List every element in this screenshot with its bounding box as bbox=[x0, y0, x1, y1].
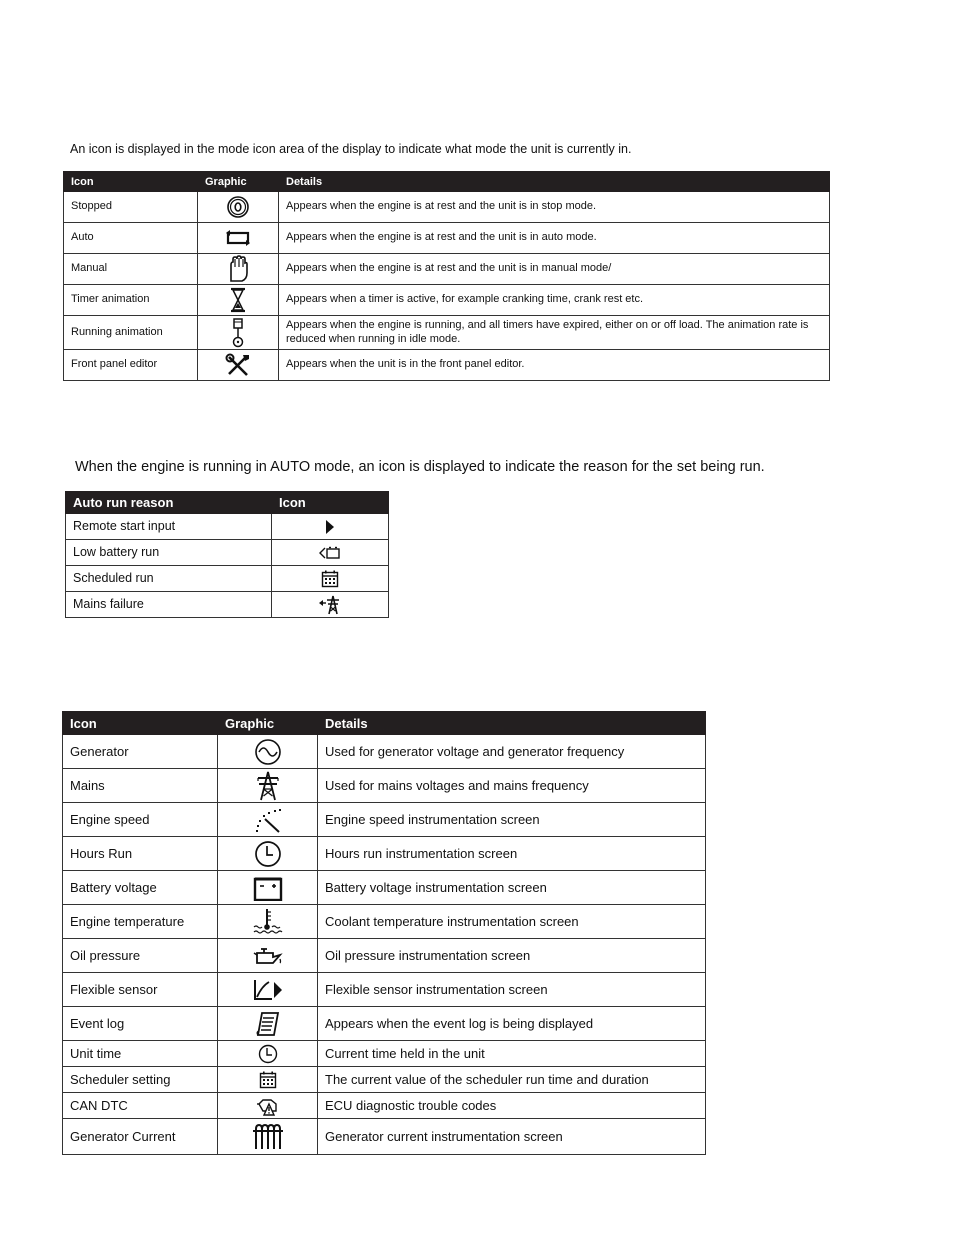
icon-cell bbox=[272, 540, 389, 566]
icon-name-cell: Mains bbox=[63, 769, 218, 803]
details-cell: Oil pressure instrumentation screen bbox=[318, 939, 706, 973]
calendar-icon bbox=[259, 1071, 277, 1089]
table-row bbox=[64, 350, 830, 381]
table-row bbox=[63, 905, 706, 939]
table-row bbox=[63, 1093, 706, 1119]
details-cell: Battery voltage instrumentation screen bbox=[318, 871, 706, 905]
clock-icon bbox=[258, 1044, 278, 1064]
column-header: Details bbox=[318, 712, 706, 735]
stop-mode-icon bbox=[226, 195, 250, 219]
graphic-cell bbox=[218, 905, 318, 939]
table-row bbox=[66, 514, 389, 540]
column-header: Graphic bbox=[218, 712, 318, 735]
graphic-cell bbox=[218, 803, 318, 837]
icon-name-cell: CAN DTC bbox=[63, 1093, 218, 1119]
details-cell: Appears when the unit is in the front panel editor. bbox=[279, 350, 830, 381]
icon-name-cell: Event log bbox=[63, 1007, 218, 1041]
reason-cell: Remote start input bbox=[66, 514, 272, 540]
graphic-cell bbox=[198, 285, 279, 316]
icon-name-cell: Engine temperature bbox=[63, 905, 218, 939]
details-cell: Current time held in the unit bbox=[318, 1041, 706, 1067]
table-row bbox=[63, 871, 706, 905]
icon-name-cell: Scheduler setting bbox=[63, 1067, 218, 1093]
engine-warning-icon bbox=[256, 1095, 280, 1117]
table-row bbox=[63, 973, 706, 1007]
graphic-cell bbox=[198, 350, 279, 381]
pylon-icon bbox=[255, 771, 281, 801]
icon-name-cell: Oil pressure bbox=[63, 939, 218, 973]
table-row bbox=[63, 769, 706, 803]
details-cell: Appears when the engine is running, and all timers have expired, either on or off load. The animation rate is reduced when running in idle mode. bbox=[279, 316, 830, 350]
column-header: Details bbox=[279, 172, 830, 192]
table-row bbox=[64, 223, 830, 254]
hand-icon bbox=[226, 255, 250, 283]
graphic-cell bbox=[198, 254, 279, 285]
hourglass-icon bbox=[228, 287, 248, 313]
icon-name-cell: Flexible sensor bbox=[63, 973, 218, 1007]
mode-icon-table bbox=[63, 171, 830, 381]
graphic-cell bbox=[218, 939, 318, 973]
play-arrow-icon bbox=[324, 519, 336, 535]
icon-cell bbox=[272, 566, 389, 592]
details-cell: Used for mains voltages and mains frequency bbox=[318, 769, 706, 803]
icon-name-cell: Running animation bbox=[64, 316, 198, 350]
battery-icon bbox=[253, 875, 283, 901]
graphic-cell bbox=[198, 316, 279, 350]
clock-icon bbox=[254, 840, 282, 868]
table-row bbox=[63, 1007, 706, 1041]
table-header-row bbox=[64, 172, 830, 192]
reason-cell: Scheduled run bbox=[66, 566, 272, 592]
speed-gauge-icon bbox=[253, 806, 283, 834]
tools-icon bbox=[225, 353, 251, 377]
graphic-cell bbox=[218, 1119, 318, 1155]
flexible-sensor-icon bbox=[252, 978, 284, 1002]
instrumentation-icon-table bbox=[62, 711, 706, 1155]
icon-name-cell: Unit time bbox=[63, 1041, 218, 1067]
table-row bbox=[64, 316, 830, 350]
graphic-cell bbox=[218, 871, 318, 905]
details-cell: Appears when the engine is at rest and the unit is in stop mode. bbox=[279, 192, 830, 223]
table-row bbox=[66, 592, 389, 618]
table-row bbox=[64, 192, 830, 223]
coolant-temp-icon bbox=[252, 907, 284, 937]
mains-failure-icon bbox=[318, 595, 342, 615]
details-cell: Hours run instrumentation screen bbox=[318, 837, 706, 871]
table-row bbox=[63, 803, 706, 837]
table-row bbox=[66, 566, 389, 592]
calendar-icon bbox=[321, 570, 339, 588]
auto-run-reason-table bbox=[65, 491, 389, 618]
column-header: Auto run reason bbox=[66, 492, 272, 514]
details-cell: ECU diagnostic trouble codes bbox=[318, 1093, 706, 1119]
icon-name-cell: Generator bbox=[63, 735, 218, 769]
event-log-icon bbox=[255, 1010, 281, 1038]
details-cell: Flexible sensor instrumentation screen bbox=[318, 973, 706, 1007]
details-cell: Appears when a timer is active, for example cranking time, crank rest etc. bbox=[279, 285, 830, 316]
icon-name-cell: Stopped bbox=[64, 192, 198, 223]
column-header: Graphic bbox=[198, 172, 279, 192]
table-row bbox=[64, 285, 830, 316]
icon-name-cell: Engine speed bbox=[63, 803, 218, 837]
details-cell: Generator current instrumentation screen bbox=[318, 1119, 706, 1155]
icon-name-cell: Battery voltage bbox=[63, 871, 218, 905]
details-cell: The current value of the scheduler run time and duration bbox=[318, 1067, 706, 1093]
icon-cell bbox=[272, 592, 389, 618]
table-row bbox=[63, 1041, 706, 1067]
graphic-cell bbox=[218, 735, 318, 769]
details-cell: Appears when the engine is at rest and the unit is in manual mode/ bbox=[279, 254, 830, 285]
table-row bbox=[66, 540, 389, 566]
graphic-cell bbox=[218, 1067, 318, 1093]
graphic-cell bbox=[218, 1007, 318, 1041]
details-cell: Appears when the engine is at rest and the unit is in auto mode. bbox=[279, 223, 830, 254]
column-header: Icon bbox=[64, 172, 198, 192]
icon-name-cell: Auto bbox=[64, 223, 198, 254]
auto-mode-icon bbox=[225, 228, 251, 248]
graphic-cell bbox=[218, 1041, 318, 1067]
column-header: Icon bbox=[63, 712, 218, 735]
graphic-cell bbox=[218, 837, 318, 871]
table-row bbox=[63, 735, 706, 769]
mode-intro-text: An icon is displayed in the mode icon area of the display to indicate what mode the unit is currently in. bbox=[70, 142, 632, 156]
table-row bbox=[63, 1119, 706, 1155]
graphic-cell bbox=[198, 192, 279, 223]
table-header-row bbox=[63, 712, 706, 735]
details-cell: Engine speed instrumentation screen bbox=[318, 803, 706, 837]
details-cell: Used for generator voltage and generator frequency bbox=[318, 735, 706, 769]
auto-intro-text: When the engine is running in AUTO mode, an icon is displayed to indicate the reason for the set being run. bbox=[75, 459, 765, 475]
table-row bbox=[63, 1067, 706, 1093]
reason-cell: Mains failure bbox=[66, 592, 272, 618]
graphic-cell bbox=[218, 973, 318, 1007]
piston-icon bbox=[229, 318, 247, 348]
table-row bbox=[63, 837, 706, 871]
table-row bbox=[63, 939, 706, 973]
graphic-cell bbox=[218, 769, 318, 803]
icon-name-cell: Manual bbox=[64, 254, 198, 285]
current-coil-icon bbox=[252, 1123, 284, 1151]
details-cell: Appears when the event log is being displayed bbox=[318, 1007, 706, 1041]
icon-name-cell: Timer animation bbox=[64, 285, 198, 316]
low-battery-icon bbox=[319, 546, 341, 560]
sine-wave-icon bbox=[254, 738, 282, 766]
table-header-row bbox=[66, 492, 389, 514]
graphic-cell bbox=[198, 223, 279, 254]
icon-name-cell: Hours Run bbox=[63, 837, 218, 871]
reason-cell: Low battery run bbox=[66, 540, 272, 566]
column-header: Icon bbox=[272, 492, 389, 514]
icon-cell bbox=[272, 514, 389, 540]
details-cell: Coolant temperature instrumentation screen bbox=[318, 905, 706, 939]
icon-name-cell: Generator Current bbox=[63, 1119, 218, 1155]
icon-name-cell: Front panel editor bbox=[64, 350, 198, 381]
table-row bbox=[64, 254, 830, 285]
oil-can-icon bbox=[253, 945, 283, 967]
graphic-cell bbox=[218, 1093, 318, 1119]
